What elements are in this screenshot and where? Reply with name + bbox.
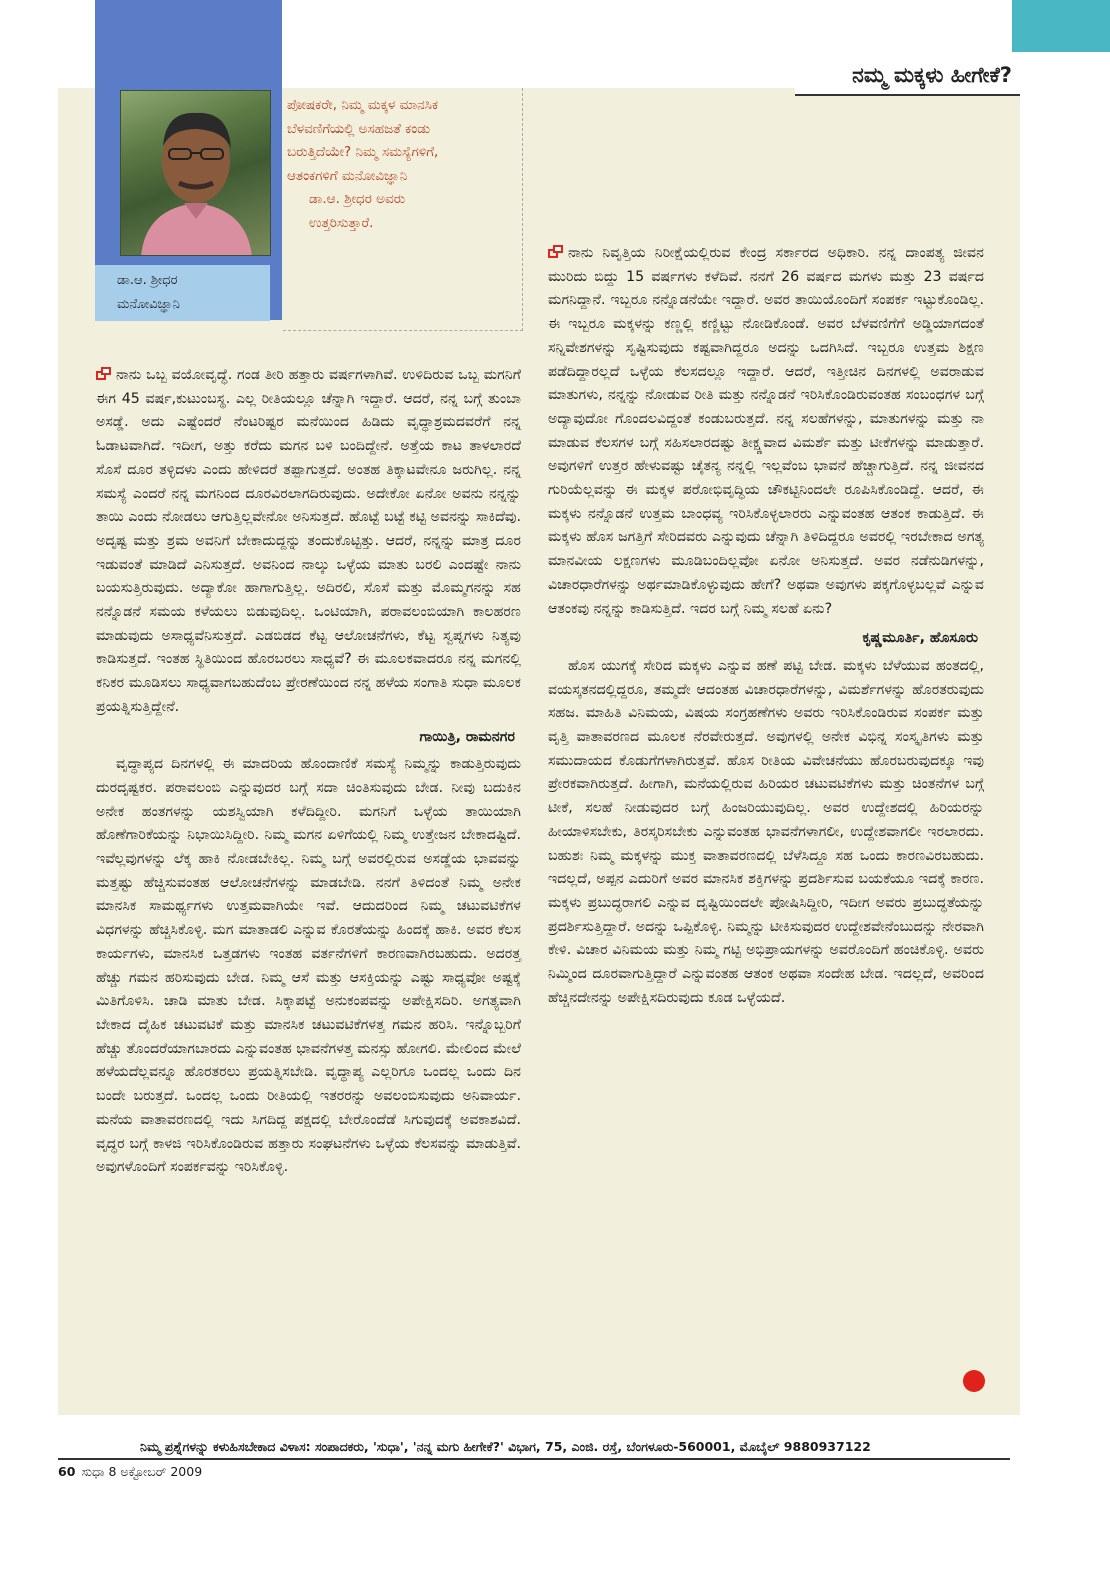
letter2-question (548, 242, 984, 621)
issue-date: ಸುಧಾ 8 ಅಕ್ಟೋಬರ್ 2009 (81, 1464, 203, 1479)
letter2-question-text: ನಾನು ನಿವೃತ್ತಿಯ ನಿರೀಕ್ಷೆಯಲ್ಲಿರುವ ಕೇಂದ್ರ ಸರ್ಕಾರದ ಅಧಿಕಾರಿ. ನನ್ನ ದಾಂಪತ್ಯ ಜೀವನ ಮುರಿದು ಬಿದ್ದು 15 ವರ್ಷಗಳು ಕಳೆದಿವೆ. ನನಗೆ 26 ವರ್ಷದ ಮಗಳು ಮತ್ತು 23 ವರ್ಷದ ಮಗನಿದ್ದಾನೆ. ಇಬ್ಬರೂ ನನ್ನೊಡನೆಯೇ ಇದ್ದಾರೆ. ಅವರ ತಾಯಿಯೊಂದಿಗೆ ಸಂಪರ್ಕ ಇಟ್ಟುಕೊಂಡಿಲ್ಲ. ಈ ಇಬ್ಬರೂ ಮಕ್ಕಳನ್ನು ಕಣ್ಣಲ್ಲಿ ಕಣ್ಣಿಟ್ಟು ನೋಡಿಕೊಂಡೆ. ಅವರ ಬೆಳವಣಿಗೆಗೆ ಅಡ್ಡಿಯಾಗದಂತೆ ಸನ್ನಿವೇಶಗಳನ್ನು ಸೃಷ್ಟಿಸುವುದು ಕಷ್ಟವಾಗಿದ್ದರೂ ಅದನ್ನು ಒದಗಿಸಿದೆ. ಇಬ್ಬರೂ ಉತ್ತಮ ಶಿಕ್ಷಣ ಪಡೆದಿದ್ದಾರಲ್ಲದೆ ಒಳ್ಳೆಯ ಕೆಲಸದಲ್ಲೂ ಇದ್ದಾರೆ. ಆದರೆ, ಇತ್ತೀಚಿನ ದಿನಗಳಲ್ಲಿ ಅವರಾಡುವ ಮಾತುಗಳು, ನನ್ನನ್ನು ನೋಡುವ ರೀತಿ ಮತ್ತು ನನ್ನೊಡನೆ ಇರಿಸಿಕೊಂಡಿರುವಂತಹ ಸಂಬಂಧಗಳ ಬಗ್ಗೆ ಅದ್ಯಾವುದೋ ಗೊಂದಲವಿದ್ದಂತೆ ಕಂಡುಬರುತ್ತದೆ. ನನ್ನ ಸಲಹೆಗಳನ್ನು, ಮಾತುಗಳನ್ನು ಮತ್ತು ನಾ ಮಾಡುವ ಕೆಲಸಗಳ ಬಗ್ಗೆ ಸಹಿಸಲಾರದಷ್ಟು ತೀಕ್ಷ್ಣವಾದ ವಿಮರ್ಶೆ ಮತ್ತು ಟೀಕೆಗಳನ್ನು ಮಾಡುತ್ತಾರೆ. ಅವುಗಳಿಗೆ ಉತ್ತರ ಹೇಳುವಷ್ಟು ಚೈತನ್ಯ ನನ್ನಲ್ಲಿ ಇಲ್ಲವೆಂಬ ಭಾವನೆ ಹೆಚ್ಚಾಗುತ್ತಿದೆ. ನನ್ನ ಜೀವನದ ಗುರಿಯೆಲ್ಲವನ್ನು ಈ ಮಕ್ಕಳ ಪರೋಭಿವೃದ್ಧಿಯ ಚೌಕಟ್ಟಿನಿಂದಲೇ ರೂಪಿಸಿಕೊಂಡಿದ್ದೆ. ಆದರೆ, ಈ ಮಕ್ಕಳು ನನ್ನೊಡನೆ ಉತ್ತಮ ಬಾಂಧವ್ಯ ಇರಿಸಿಕೊಳ್ಳಲಾರರು ಎನ್ನುವಂತಹ ಆತಂಕ ಕಾಡುತ್ತಿದೆ. ಈ ಮಕ್ಕಳು ಹೊಸ ಜಗತ್ತಿಗೆ ಸೇರಿದವರು ಎನ್ನುವುದು ಚೆನ್ನಾಗಿ ತಿಳಿದಿದ್ದರೂ ಅವರಲ್ಲಿ ಇರಬೇಕಾದ ಅಗತ್ಯ ಮಾನವೀಯ ಲಕ್ಷಣಗಳು ಮೂಡಿಬಂದಿಲ್ಲವೋ ಏನೋ ಅನಿಸುತ್ತದೆ. ಅವರ ನಡೆನುಡಿಗಳನ್ನು, ವಿಚಾರಧಾರೆಗಳನ್ನು ಅರ್ಥಮಾಡಿಕೊಳ್ಳುವುದು ಹೇಗೆ? ಅಥವಾ ಅವುಗಳು ಪಕ್ಕಗೊಳ್ಳಬಲ್ಲವೆ ಎನ್ನುವ ಆತಂಕವು ನನ್ನನ್ನು ಕಾಡಿಸುತ್ತಿದೆ. ಇದರ ಬಗ್ಗೆ ನಿಮ್ಮ ಸಲಹೆ ಏನು? (548, 245, 984, 617)
intro-line: ಬೆಳವಣಿಗೆಯಲ್ಲಿ ಅಸಹಜತೆ ಕಂಡು (287, 120, 431, 137)
intro-line: ಡಾ.ಆ. ಶ್ರೀಧರ ಅವರು (309, 191, 406, 207)
footer-issue-info (58, 1464, 202, 1480)
footer-divider (58, 1458, 1010, 1460)
intro-line: ಆತಂಕಗಳಿಗೆ ಮನೋವಿಜ್ಞಾನಿ (287, 167, 408, 184)
question-mark-icon (548, 245, 564, 259)
teal-accent-block (1012, 0, 1110, 52)
footer-address-note: ನಿಮ್ಮ ಪ್ರಶ್ನೆಗಳನ್ನು ಕಳುಹಿಸಬೇಕಾದ ವಿಳಾಸ: ಸಂಪಾದಕರು, 'ಸುಧಾ', 'ನನ್ನ ಮಗು ಹೀಗೇಕೆ?' ವಿಭಾಗ, 75, ಎಂಜಿ. ರಸ್ತೆ, ಬೆಂಗಳೂರು-560001, ಮೊಬೈಲ್ 9880937122 (140, 1439, 871, 1454)
portrait-illustration (121, 91, 271, 256)
letter1-answer: ವೃದ್ಧಾಪ್ಯದ ದಿನಗಳಲ್ಲಿ ಈ ಮಾದರಿಯ ಹೊಂದಾಣಿಕೆ ಸಮಸ್ಯೆ ನಿಮ್ಮನ್ನು ಕಾಡುತ್ತಿರುವುದು ದುರದೃಷ್ಟಕರ. ಪರಾವಲಂಬಿ ಎನ್ನುವುದರ ಬಗ್ಗೆ ಸದಾ ಚಿಂತಿಸುವುದು ಬೇಡ. ನೀವು ಬದುಕಿನ ಅನೇಕ ಹಂತಗಳನ್ನು ಯಶಸ್ವಿಯಾಗಿ ಕಳೆದಿದ್ದೀರಿ. ಮಗನಿಗೆ ಒಳ್ಳೆಯ ತಾಯಿಯಾಗಿ ಹೊಣೆಗಾರಿಕೆಯನ್ನು ನಿಭಾಯಿಸಿದ್ದೀರಿ. ನಿಮ್ಮ ಮಗನ ಏಳಿಗೆಯಲ್ಲಿ ನಿಮ್ಮ ಉತ್ತೇಜನ ಬೇಕಾದಷ್ಟಿದೆ. ಇವೆಲ್ಲವುಗಳನ್ನು ಲೆಕ್ಕ ಹಾಕಿ ನೋಡಬೇಕಿಲ್ಲ. ನಿಮ್ಮ ಬಗ್ಗೆ ಅವರಲ್ಲಿರುವ ಅಸಡ್ಡೆಯ ಭಾವವನ್ನು ಮತ್ತಷ್ಟು ಹೆಚ್ಚಿಸುವಂತಹ ಆಲೋಚನೆಗಳನ್ನು ಮಾಡಬೇಡಿ. ನನಗೆ ತಿಳಿದಂತೆ ನಿಮ್ಮ ಅನೇಕ ಮಾನಸಿಕ ಸಾಮರ್ಥ್ಯಗಳು ಉತ್ತಮವಾಗಿಯೇ ಇವೆ. ಆದುದರಿಂದ ನಿಮ್ಮ ಚಟುವಟಿಕೆಗಳ ವಿಧಗಳನ್ನು ಹೆಚ್ಚಿಸಿಕೊಳ್ಳಿ. ಮಗ ಮಾತಾಡಲಿ ಎನ್ನುವ ಕೊರತೆಯನ್ನು ಹಿಂದಕ್ಕೆ ಹಾಕಿ. ಅವರ ಕೆಲಸ ಕಾರ್ಯಗಳು, ಮಾನಸಿಕ ಒತ್ತಡಗಳು ಇಂತಹ ವರ್ತನೆಗಳಿಗೆ ಕಾರಣವಾಗಿರಬಹುದು. ಅದರತ್ತ ಹೆಚ್ಚು ಗಮನ ಹರಿಸುವುದು ಬೇಡ. ನಿಮ್ಮ ಆಸೆ ಮತ್ತು ಆಸಕ್ತಿಯನ್ನು ಎಷ್ಟು ಸಾಧ್ಯವೋ ಅಷ್ಟಕ್ಕೆ ಮಿತಿಗೊಳಿಸಿ. ಚಾಡಿ ಮಾತು ಬೇಡ. ಸಿಕ್ಕಾಪಟ್ಟೆ ಅನುಕಂಪವನ್ನು ಅಪೇಕ್ಷಿಸದಿರಿ. ಅಗತ್ಯವಾಗಿ ಬೇಕಾದ ದೈಹಿಕ ಚಟುವಟಿಕೆ ಮತ್ತು ಮಾನಸಿಕ ಚಟುವಟಿಕೆಗಳತ್ತ ಗಮನ ಹರಿಸಿ. ಇನ್ನೊಬ್ಬರಿಗೆ ಹೆಚ್ಚು ತೊಂದರೆಯಾಗಬಾರದು ಎನ್ನುವಂತಹ ಭಾವನೆಗಳತ್ತ ಮನಸ್ಸು ಹೋಗಲಿ. ಮೇಲಿಂದ ಮೇಲೆ ಹಳೆಯದೆಲ್ಲವನ್ನೂ ಹೊರತರಲು ಪ್ರಯತ್ನಿಸಬೇಡಿ. ವೃದ್ಧಾಪ್ಯ ಎಲ್ಲರಿಗೂ ಒಂದಲ್ಲ ಒಂದು ದಿನ ಬಂದೇ ಬರುತ್ತದೆ. ಒಂದಲ್ಲ ಒಂದು ರೀತಿಯಲ್ಲಿ ಇತರರನ್ನು ಅವಲಂಬಿಸುವುದು ಅನಿವಾರ್ಯ. ಮನೆಯ ವಾತಾವರಣದಲ್ಲಿ ಇದು ಸಿಗದಿದ್ದ ಪಕ್ಷದಲ್ಲಿ ಬೇರೊಂದೆಡೆ ಸಿಗುವುದಕ್ಕೆ ಅವಕಾಶವಿದೆ. ವೃದ್ಧರ ಬಗ್ಗೆ ಕಾಳಜಿ ಇರಿಸಿಕೊಂಡಿರುವ ಹತ್ತಾರು ಸಂಘಟನೆಗಳು ಒಳ್ಳೆಯ ಕೆಲಸವನ್ನು ಮಾಡುತ್ತಿವೆ. ಅವುಗಳೊಂದಿಗೆ ಸಂಪರ್ಕವನ್ನು ಇರಿಸಿಕೊಳ್ಳಿ. (96, 756, 521, 1176)
page-number: 60 (58, 1464, 76, 1479)
author-title: ಮನೋವಿಜ್ಞಾನಿ (117, 297, 180, 312)
letter2-sender: ಕೃಷ್ಣಮೂರ್ತಿ, ಹೊಸೂರು (862, 630, 978, 647)
intro-text (283, 88, 523, 331)
author-caption (95, 265, 270, 321)
intro-line: ಉತ್ತರಿಸುತ್ತಾರೆ. (309, 214, 374, 231)
section-title: ನಮ್ಮ ಮಕ್ಕಳು ಹೀಗೇಕೆ? (795, 56, 1020, 96)
author-name: ಡಾ.ಆ. ಶ್ರೀಧರ (117, 273, 178, 288)
intro-line: ಪೋಷಕರೇ, ನಿಮ್ಮ ಮಕ್ಕಳ ಮಾನಸಿಕ (287, 97, 439, 113)
letter1-sender: ಗಾಯಿತ್ರಿ, ರಾಮನಗರ (419, 728, 515, 745)
letter1-question (96, 364, 521, 720)
intro-line: ಬರುತ್ತಿದೆಯೇ? ನಿಮ್ಮ ಸಮಸ್ಯೆಗಳಿಗೆ, (287, 144, 439, 160)
author-photo (120, 90, 271, 256)
end-marker-icon (963, 1370, 985, 1392)
column-right (548, 118, 984, 1011)
column-left (96, 360, 521, 1180)
letter1-question-text: ನಾನು ಒಬ್ಬ ವಯೋವೃದ್ಧೆ. ಗಂಡ ತೀರಿ ಹತ್ತಾರು ವರ್ಷಗಳಾಗಿವೆ. ಉಳಿದಿರುವ ಒಬ್ಬ ಮಗನಿಗೆ ಈಗ 45 ವರ್ಷ,ಕುಟುಂಬಸ್ಥ. ಎಲ್ಲ ರೀತಿಯಲ್ಲೂ ಚೆನ್ನಾಗಿ ಇದ್ದಾರೆ. ಆದರೆ, ನನ್ನ ಬಗ್ಗೆ ತುಂಬಾ ಅಸಡ್ಡೆ. ಅದು ಎಷ್ಟೆಂದರೆ ನೆಂಟರಿಷ್ಟರ ಮನೆಯಿಂದ ಹಿಡಿದು ವೃದ್ಧಾಶ್ರಮದವರೆಗೆ ನನ್ನ ಓಡಾಟವಾಗಿದೆ. ಇದೀಗ, ಅತ್ತು ಕರೆದು ಮಗನ ಬಳಿ ಬಂದಿದ್ದೇನೆ. ಅತ್ತೆಯ ಕಾಟ ತಾಳಲಾರದೆ ಸೊಸೆ ದೂರ ತಳ್ಳಿದಳು ಎಂದು ಹೇಳಿದರೆ ತಪ್ಪಾಗುತ್ತದೆ. ಅಂತಹ ತಿಕ್ಕಾಟವೇನೂ ಜರುಗಿಲ್ಲ. ನನ್ನ ಸಮಸ್ಯೆ ಎಂದರೆ ನನ್ನ ಮಗನಿಂದ ದೂರವಿರಲಾಗದಿರುವುದು. ಅದೇಕೋ ಏನೋ ಅವನು ನನ್ನನ್ನು ತಾಯಿ ಎಂದು ನೋಡಲು ಆಗುತ್ತಿಲ್ಲವೇನೋ ಅನಿಸುತ್ತದೆ. ಹೊಟ್ಟೆ ಬಟ್ಟೆ ಕಟ್ಟಿ ಅವನನ್ನು ಸಾಕಿದೆವು. ಅದೃಷ್ಟ ಮತ್ತು ಶ್ರಮ ಅವನಿಗೆ ಬೇಕಾದುದ್ದನ್ನು ತಂದುಕೊಟ್ಟಿತ್ತು. ಆದರೆ, ನನ್ನನ್ನು ಮಾತ್ರ ದೂರ ಇಡುವಂತೆ ಮಾಡಿದೆ ಎನಿಸುತ್ತದೆ. ಅವನಿಂದ ನಾಲ್ಕು ಒಳ್ಳೆಯ ಮಾತು ಬರಲಿ ಎಂದಷ್ಟೇ ನಾನು ಬಯಸುತ್ತಿರುವುದು. ಅದ್ಯಾಕೋ ಹಾಗಾಗುತ್ತಿಲ್ಲ. ಅದಿರಲಿ, ಸೊಸೆ ಮತ್ತು ಮೊಮ್ಮಗನನ್ನು ಸಹ ನನ್ನೊಡನೆ ಸಮಯ ಕಳೆಯಲು ಬಿಡುವುದಿಲ್ಲ. ಒಂಟಿಯಾಗಿ, ಪರಾವಲಂಬಿಯಾಗಿ ಕಾಲಹರಣ ಮಾಡುವುದು ಅಸಾಧ್ಯವೆನಿಸುತ್ತದೆ. ಎಡಬಿಡದ ಕೆಟ್ಟ ಆಲೋಚನೆಗಳು, ಕೆಟ್ಟ ಸ್ವಪ್ನಗಳು ನಿತ್ಯವು ಕಾಡಿಸುತ್ತದೆ. ಇಂತಹ ಸ್ಥಿತಿಯಿಂದ ಹೊರಬರಲು ಸಾಧ್ಯವೆ? ಈ ಮೂಲಕವಾದರೂ ನನ್ನ ಮಗನಲ್ಲಿ ಕನಿಕರ ಮೂಡಿಸಲು ಸಾಧ್ಯವಾಗಬಹುದೆಂಬ ಪ್ರೇರಣೆಯಿಂದ ನನ್ನ ಹಳೆಯ ಸಂಗಾತಿ ಸುಧಾ ಮೂಲಕ ಪ್ರಯತ್ನಿಸುತ್ತಿದ್ದೇನೆ. (96, 367, 521, 715)
question-mark-icon (96, 367, 112, 381)
letter2-answer: ಹೊಸ ಯುಗಕ್ಕೆ ಸೇರಿದ ಮಕ್ಕಳು ಎನ್ನುವ ಹಣೆ ಪಟ್ಟಿ ಬೇಡ. ಮಕ್ಕಳು ಬೆಳೆಯುವ ಹಂತದಲ್ಲಿ, ವಯಸ್ಕತನದಲ್ಲಿದ್ದರೂ, ತಮ್ಮದೇ ಆದಂತಹ ವಿಚಾರಧಾರೆಗಳನ್ನು, ವಿಮರ್ಶೆಗಳನ್ನು ಹೊರತರುವುದು ಸಹಜ. ಮಾಹಿತಿ ವಿನಿಮಯ, ವಿಷಯ ಸಂಗ್ರಹಣೆಗಳು ಅವರು ಇರಿಸಿಕೊಂಡಿರುವ ಸಂಪರ್ಕ ಮತ್ತು ವೃತ್ತಿ ವಾತಾವರಣದ ಮೂಲಕ ನೆರವೇರುತ್ತದೆ. ಅವುಗಳಲ್ಲಿ ಅನೇಕ ವಿಭಿನ್ನ ಸಂಸ್ಕೃತಿಗಳು ಮತ್ತು ಸಮುದಾಯದ ಕೊಡುಗೆಗಳಾಗಿರುತ್ತವೆ. ಹೊಸ ರೀತಿಯ ವಿವೇಚನೆಯು ಹೊರಬರುವುದಕ್ಕೂ ಇವು ಪ್ರೇರಕವಾಗಿರುತ್ತದೆ. ಹೀಗಾಗಿ, ಮನೆಯಲ್ಲಿರುವ ಹಿರಿಯರ ಚಟುವಟಿಕೆಗಳು ಮತ್ತು ಚಿಂತನೆಗಳ ಬಗ್ಗೆ ಟೀಕೆ, ಸಲಹೆ ನೀಡುವುದರ ಬಗ್ಗೆ ಹಿಂಜರಿಯುವುದಿಲ್ಲ. ಅವರ ಉದ್ದೇಶದಲ್ಲಿ ಹಿರಿಯರನ್ನು ಹೀಯಾಳಿಸಬೇಕು, ತಿರಸ್ಕರಿಸಬೇಕು ಎನ್ನುವಂತಹ ಭಾವನೆಗಳಾಗಲೀ, ಉದ್ದೇಶವಾಗಲೀ ಇರಲಾರದು. ಬಹುಶಃ ನಿಮ್ಮ ಮಕ್ಕಳನ್ನು ಮುಕ್ತ ವಾತಾವರಣದಲ್ಲಿ ಬೆಳೆಸಿದ್ದೂ ಸಹ ಒಂದು ಕಾರಣವಿರಬಹುದು. ಇದಲ್ಲದೆ, ಅಪ್ಪನ ಎದುರಿಗೆ ಅವರ ಮಾನಸಿಕ ಶಕ್ತಿಗಳನ್ನು ಪ್ರದರ್ಶಿಸುವ ಬಯಕೆಯೂ ಇದಕ್ಕೆ ಕಾರಣ. ಮಕ್ಕಳು ಪ್ರಬುದ್ಧರಾಗಲಿ ಎನ್ನುವ ದೃಷ್ಟಿಯಿಂದಲೇ ಪೋಷಿಸಿದ್ದೀರಿ, ಇದೀಗ ಅವರು ಪ್ರಬುದ್ಧತೆಯನ್ನು ಪ್ರದರ್ಶಿಸುತ್ತಿದ್ದಾರೆ. ಅದನ್ನು ಒಪ್ಪಿಕೊಳ್ಳಿ. ನಿಮ್ಮನ್ನು ಟೀಕಿಸುವುದರ ಉದ್ದೇಶವೇನೆಂಬುದನ್ನು ನೇರವಾಗಿ ಕೇಳಿ. ವಿಚಾರ ವಿನಿಮಯ ಮತ್ತು ನಿಮ್ಮ ಗಟ್ಟಿ ಅಭಿಪ್ರಾಯಗಳನ್ನು ಅವರೊಂದಿಗೆ ಹಂಚಿಕೊಳ್ಳಿ. ಅವರು ನಿಮ್ಮಿಂದ ದೂರವಾಗುತ್ತಿದ್ದಾರೆ ಎನ್ನುವಂತಹ ಆತಂಕ ಅಥವಾ ಸಂದೇಹ ಬೇಡ. ಇದಲ್ಲದೆ, ಅವರಿಂದ ಹೆಚ್ಚಿನದೇನನ್ನು ಅಪೇಕ್ಷಿಸದಿರುವುದು ಕೂಡ ಒಳ್ಳೆಯದೆ. (548, 657, 984, 1006)
